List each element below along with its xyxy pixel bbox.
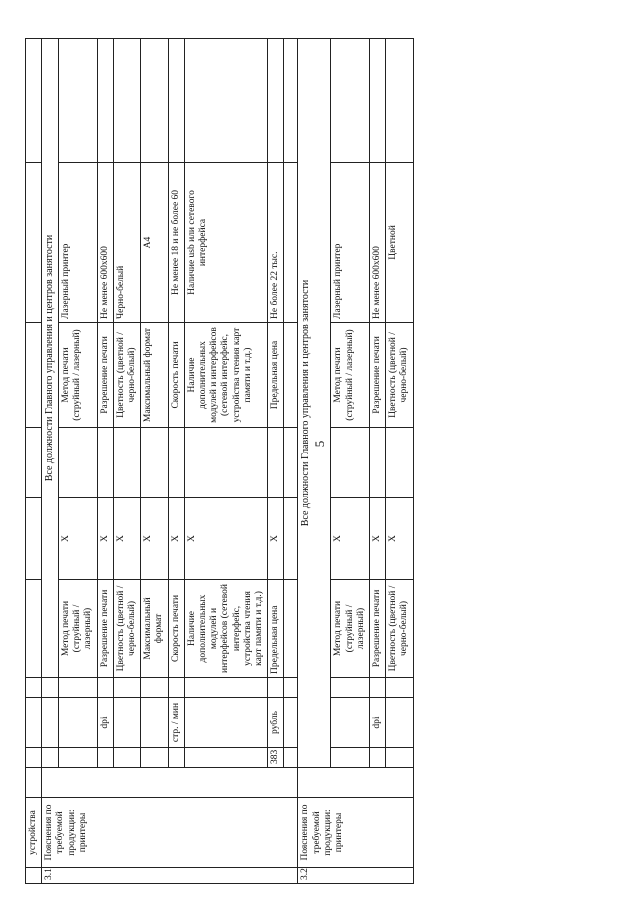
table-row: Цветность (цветной / черно-белый) X Цветность (цветной / черно-белый) Черно-белый: [113, 39, 140, 884]
table-row: dpi Разрешение печати X Разрешение печати Не менее 600х600: [97, 39, 113, 884]
rotated-table-container: [25, 29, 557, 884]
table-row: стр. / мин Скорость печати X Скорость печати Не менее 18 и не более 60: [168, 39, 184, 884]
positions-label: Все должности Главного управления и центров занятости: [298, 39, 331, 768]
table-row: Метод печати (струйный / лазерный) X Метод печати (струйный / лазерный) Лазерный принтер: [59, 39, 98, 884]
table-row: dpi Разрешение печати X Разрешение печати Не менее 600х600: [370, 39, 386, 884]
table-row: Наличие дополнительных модулей и интерфейсов (сетевой интерфейс, устройства чтения карт памяти и т.д.) X Наличие дополнительных модулей и интерфейсов (сетевой интерфейс, устройства чтения карт памяти и т.д.) Наличие usb или сетевого интерфейса: [184, 39, 267, 884]
table-row: Максимальный формат X Максимальный формат A4: [141, 39, 168, 884]
positions-label: Все должности Главного управления и центров занятости: [42, 39, 59, 678]
header-device: устройства: [26, 798, 42, 868]
table-row: Метод печати (струйный / лазерный) X Метод печати (струйный / лазерный) Лазерный принтер: [331, 39, 370, 884]
section-3-1-positions-row: [42, 39, 59, 884]
section-number: 3.2: [298, 868, 413, 884]
table-row: Цветность (цветной / черно-белый) X Цветность (цветной / черно-белый) Цветной: [386, 39, 413, 884]
section-title: Пояснения по требуемой продукции: принтеры: [42, 798, 298, 868]
section-title: Пояснения по требуемой продукции: принтеры: [298, 798, 413, 868]
requirements-table: [25, 38, 414, 884]
page-number: 5: [312, 440, 327, 448]
section-3-2-positions-row: [298, 39, 331, 884]
header-row: [26, 39, 42, 884]
price-row: 383 рубль Предельная цена X Предельная цена Не более 22 тыс.: [268, 39, 284, 884]
section-number: 3.1: [42, 868, 298, 884]
